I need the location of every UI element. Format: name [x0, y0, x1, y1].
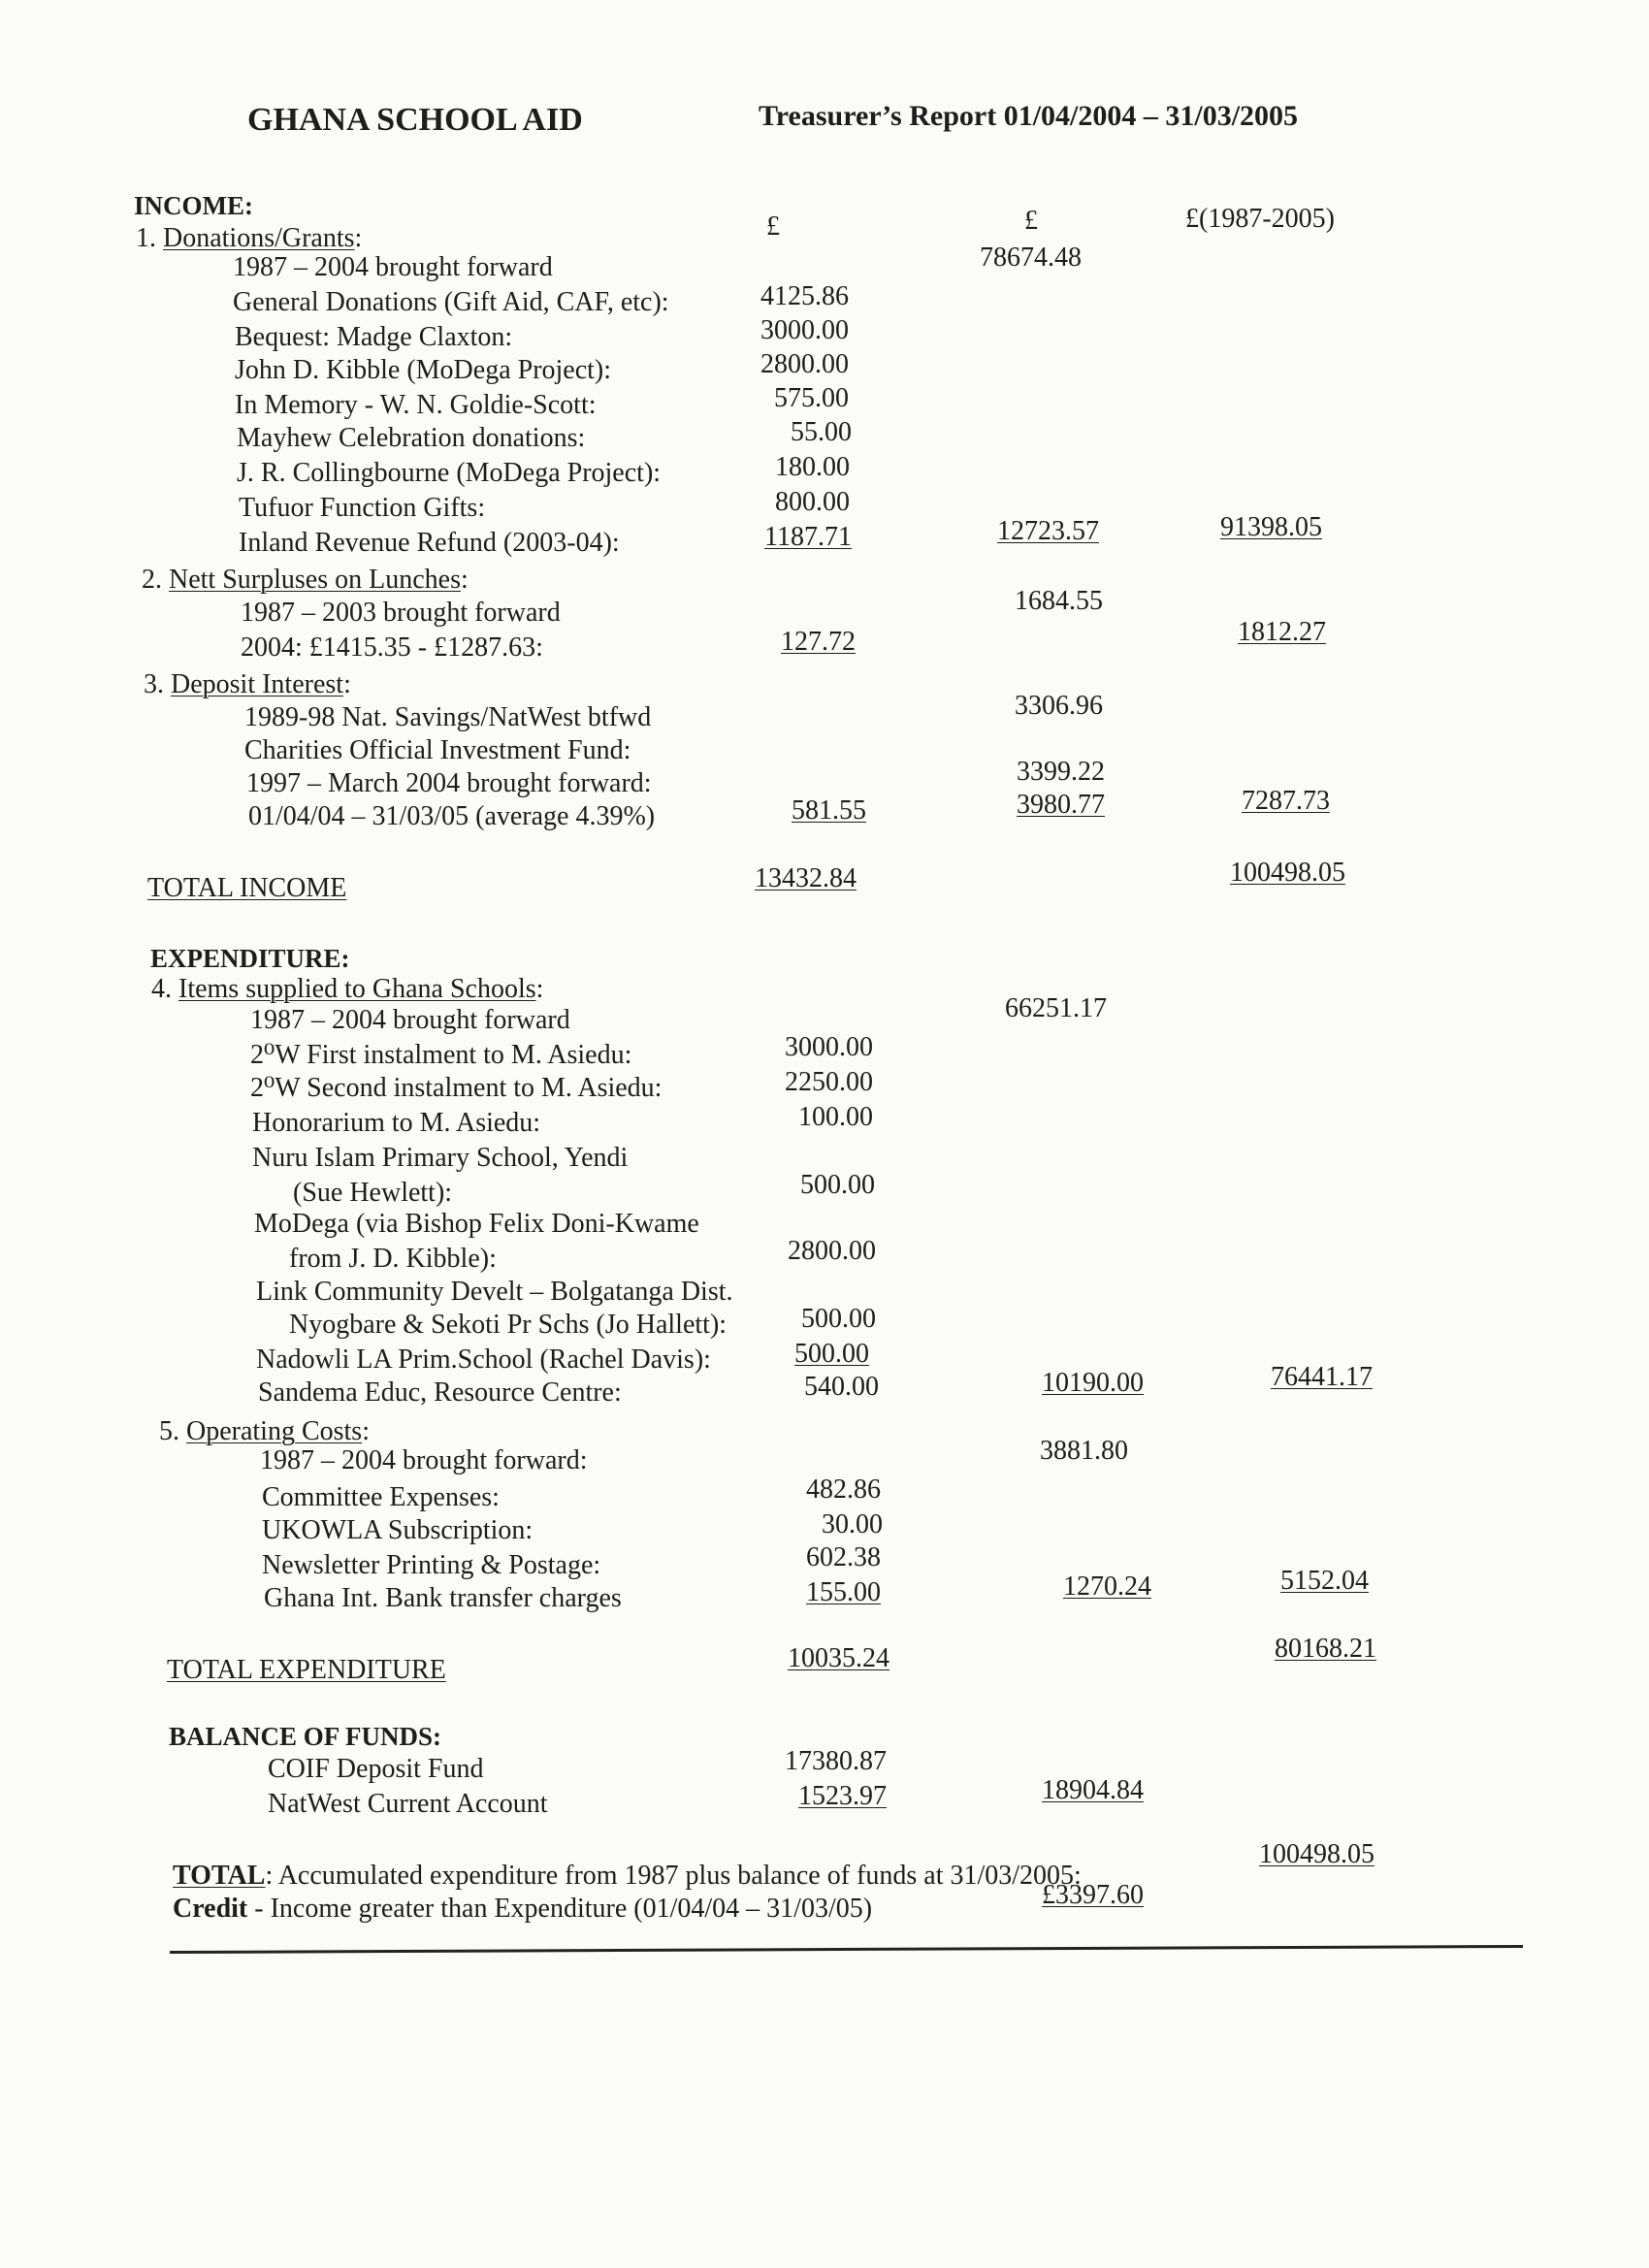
s3-row-label: 1997 – March 2004 brought forward:: [246, 768, 652, 798]
s1-row-c1: 55.00: [791, 417, 852, 447]
section-5-label: Operating Costs: [186, 1416, 363, 1446]
s1-row-label: General Donations (Gift Aid, CAF, etc):: [233, 287, 669, 317]
s4-row-label: 1987 – 2004 brought forward: [250, 1005, 570, 1035]
s4-row-label: Nyogbare & Sekoti Pr Schs (Jo Hallett):: [289, 1310, 728, 1340]
s1-row-label: Tufuor Function Gifts:: [239, 493, 486, 523]
credit-value: £3397.60: [1042, 1880, 1144, 1910]
balance-row-label: COIF Deposit Fund: [268, 1754, 484, 1784]
s1-row-c3: 91398.05: [1220, 512, 1322, 542]
s5-row-label: Committee Expenses:: [262, 1482, 500, 1512]
s2-row-c1: 127.72: [781, 627, 856, 657]
s1-row-label: In Memory - W. N. Goldie-Scott:: [235, 390, 597, 420]
section-1-number: 1.: [136, 223, 156, 253]
s5-row-c2: 1270.24: [1063, 1571, 1151, 1602]
s1-row-c1: 575.00: [774, 383, 849, 413]
s4-row-label: Honorarium to M. Asiedu:: [252, 1108, 541, 1138]
s4-row-c1: 500.00: [800, 1170, 875, 1200]
s4-row-c1: 540.00: [804, 1372, 879, 1402]
total-income-c3: 100498.05: [1230, 858, 1345, 888]
section-5-number: 5.: [159, 1416, 179, 1446]
s4-row-label: 2⁰W First instalment to M. Asiedu:: [250, 1040, 632, 1070]
s3-row-c1: 581.55: [792, 795, 866, 826]
s5-row-c1: 602.38: [806, 1542, 881, 1572]
s5-row-label: Newsletter Printing & Postage:: [262, 1550, 601, 1580]
report-title: Treasurer’s Report 01/04/2004 – 31/03/2005: [759, 100, 1299, 132]
s4-row-label: from J. D. Kibble):: [289, 1244, 497, 1274]
credit-word: Credit: [173, 1894, 248, 1924]
s3-row-c2: 3306.96: [1015, 691, 1103, 721]
s4-row-label: MoDega (via Bishop Felix Doni-Kwame: [254, 1209, 699, 1239]
accumulated-total-line: [173, 1861, 1082, 1892]
col-header-3: £(1987-2005): [1185, 204, 1335, 234]
section-3-number: 3.: [144, 669, 164, 699]
s1-row-c1: 800.00: [775, 487, 850, 517]
s4-row-c3: 76441.17: [1271, 1362, 1373, 1392]
s1-row-label: Mayhew Celebration donations:: [237, 423, 586, 453]
s4-row-label: Link Community Develt – Bolgatanga Dist.: [256, 1277, 733, 1307]
s2-row-c3: 1812.27: [1238, 617, 1326, 647]
bottom-rule: [170, 1945, 1523, 1954]
s4-row-c2: 10190.00: [1042, 1368, 1144, 1398]
section-2-label: Nett Surpluses on Lunches: [169, 565, 461, 595]
s4-row-label: Nuru Islam Primary School, Yendi: [252, 1143, 629, 1173]
balance-row-c1: 1523.97: [798, 1781, 887, 1811]
s1-row-c1: 1187.71: [764, 522, 852, 552]
section-1-label: Donations/Grants: [163, 223, 355, 253]
s4-row-c1: 2250.00: [785, 1067, 873, 1097]
section-4-label: Items supplied to Ghana Schools: [178, 974, 536, 1004]
credit-text: - Income greater than Expenditure (01/04/04 – 31/03/05): [247, 1894, 873, 1924]
s4-row-label: 2⁰W Second instalment to M. Asiedu:: [250, 1073, 663, 1103]
s4-row-c1: 2800.00: [788, 1236, 876, 1266]
s5-row-c1: 155.00: [806, 1577, 881, 1607]
s1-row-c1: 180.00: [775, 452, 850, 482]
s1-row-c1: 2800.00: [760, 349, 849, 379]
s5-row-label: Ghana Int. Bank transfer charges: [264, 1583, 622, 1613]
s4-row-c1: 100.00: [798, 1102, 873, 1132]
section-4-title: 4. Items supplied to Ghana Schools:: [151, 974, 544, 1004]
s1-row-c1: 4125.86: [760, 281, 849, 311]
org-title: GHANA SCHOOL AID: [247, 102, 583, 138]
s2-row-label: 2004: £1415.35 - £1287.63:: [241, 632, 543, 663]
s1-row-label: Inland Revenue Refund (2003-04):: [239, 528, 620, 558]
total-word: TOTAL: [173, 1861, 266, 1891]
s5-row-c1: 30.00: [822, 1509, 883, 1539]
total-text: : Accumulated expenditure from 1987 plus balance of funds at 31/03/2005:: [265, 1861, 1082, 1891]
s3-row-label: 1989-98 Nat. Savings/NatWest btfwd: [244, 702, 652, 732]
section-1-title: 1. Donations/Grants:: [136, 223, 363, 253]
s5-row-c1: 482.86: [806, 1474, 881, 1505]
balance-row-c2: 18904.84: [1042, 1775, 1144, 1805]
s4-row-label: Nadowli LA Prim.School (Rachel Davis):: [256, 1345, 711, 1375]
s5-row-label: 1987 – 2004 brought forward:: [260, 1445, 588, 1475]
s1-row-label: John D. Kibble (MoDega Project):: [235, 355, 612, 385]
total-expenditure-label: TOTAL EXPENDITURE: [167, 1655, 446, 1685]
balance-row-c1: 17380.87: [785, 1746, 887, 1776]
s3-row-c3: 7287.73: [1242, 786, 1330, 816]
s4-row-c1: 500.00: [794, 1339, 869, 1369]
s2-row-c2: 1684.55: [1015, 586, 1103, 616]
s4-row-c1: 3000.00: [785, 1032, 873, 1062]
section-2-number: 2.: [142, 565, 162, 595]
expenditure-heading: EXPENDITURE:: [150, 944, 350, 973]
section-3-title: 3. Deposit Interest:: [144, 669, 351, 699]
s4-row-c2: 66251.17: [1005, 993, 1107, 1023]
section-5-title: 5. Operating Costs:: [159, 1416, 370, 1446]
balance-row-label: NatWest Current Account: [268, 1789, 548, 1819]
s5-row-c2: 3881.80: [1040, 1436, 1128, 1466]
s3-row-c2: 3980.77: [1017, 790, 1105, 820]
s1-row-c2: 12723.57: [997, 516, 1099, 546]
s5-row-label: UKOWLA Subscription:: [262, 1515, 534, 1545]
total-income-c1: 13432.84: [755, 863, 857, 893]
col-header-1: £: [766, 211, 780, 242]
s1-row-label: 1987 – 2004 brought forward: [233, 252, 553, 282]
credit-line: [173, 1894, 872, 1925]
s3-row-label: Charities Official Investment Fund:: [244, 735, 631, 765]
accumulated-total-value: 100498.05: [1259, 1839, 1374, 1869]
s4-row-label: (Sue Hewlett):: [293, 1178, 453, 1208]
s1-row-label: J. R. Collingbourne (MoDega Project):: [237, 458, 662, 488]
s2-row-label: 1987 – 2003 brought forward: [241, 598, 561, 628]
s4-row-label: Sandema Educ, Resource Centre:: [258, 1377, 622, 1408]
total-income-label: TOTAL INCOME: [147, 873, 347, 903]
s1-row-c1: 3000.00: [760, 315, 849, 345]
col-header-2: £: [1024, 206, 1038, 236]
section-3-label: Deposit Interest: [171, 669, 344, 699]
s1-row-c2: 78674.48: [980, 243, 1082, 273]
s3-row-c2: 3399.22: [1017, 757, 1105, 787]
balance-heading: BALANCE OF FUNDS:: [169, 1722, 442, 1751]
income-heading: INCOME:: [134, 191, 253, 220]
section-4-number: 4.: [151, 974, 172, 1004]
s1-row-label: Bequest: Madge Claxton:: [235, 322, 513, 352]
total-expenditure-c3: 80168.21: [1275, 1634, 1376, 1664]
section-2-title: 2. Nett Surpluses on Lunches:: [142, 565, 469, 595]
s5-row-c3: 5152.04: [1280, 1566, 1369, 1596]
s3-row-label: 01/04/04 – 31/03/05 (average 4.39%): [248, 801, 656, 831]
s4-row-c1: 500.00: [801, 1304, 876, 1334]
total-expenditure-c1: 10035.24: [788, 1643, 889, 1673]
